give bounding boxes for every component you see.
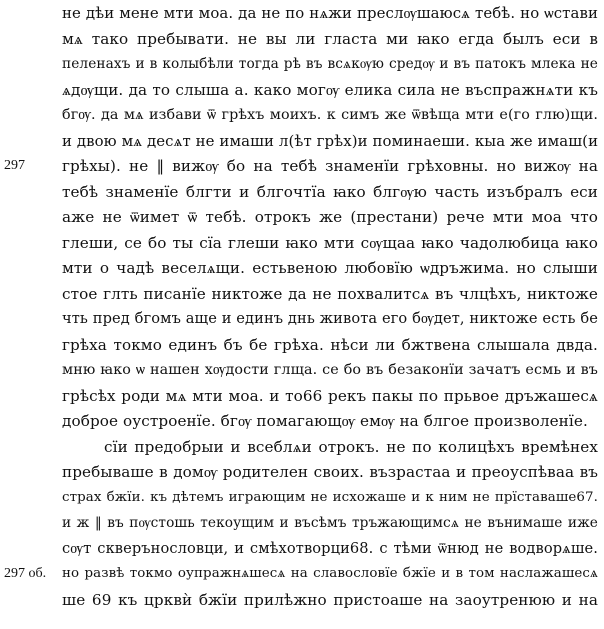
text-line: пребываше в домѹ родителен своих. възрастаа и преоуспѣваа въ — [62, 463, 598, 481]
text-line: мню ꙗко ѡ нашен хѹдости глща. се бо въ безаконїи зачатъ есмь и въ — [62, 362, 598, 378]
text-line: грѣха токмо единъ бъ бе грѣха. нѣси ли бжтвена слышала двда. — [62, 335, 598, 354]
text-line: сїи предобрыи и всеблѧи отрокъ. не по колицѣхъ времѣнех — [104, 437, 598, 456]
text-line: глеши, се бо ты сїа глеши ꙗко мти сѹщаа ꙗко чадолюбица ꙗко — [62, 233, 598, 252]
text-line: тебѣ знаменїе блгти и блгочтїа ꙗко блгѹю часть изъбралъ еси — [62, 182, 598, 201]
folio-number: 297 об. — [4, 566, 47, 581]
text-line: грѣсѣх роди мѧ мти моа. и то66 рекъ пакы по прьвое дръжашесѧ — [62, 386, 598, 405]
text-line: не дѣи мене мти моа. да не по нѧжи преслѹшаюсѧ тебѣ. но ѡстави — [62, 4, 598, 22]
text-line: и ж ‖ въ пѹстошь текоущим и въсѣмъ тръжающимсѧ не вънимаше иже — [62, 515, 598, 531]
text-line: мти о чадѣ веселѧщи. естьвеною любовїю ѡдръжима. но слыши — [62, 259, 598, 277]
text-line: страх бжїи. къ дѣтемъ играющим не исхожаше и к ним не прїставаше67. — [62, 489, 598, 505]
text-line: стое глть писанїе никтоже да не похвалитсѧ въ члцѣхъ, никтоже — [62, 284, 598, 303]
folio-number: 297 — [4, 158, 25, 173]
text-line: сѹт скверънословци, и смѣхотворци68. с тѣми ѿнюд не водворѧше. — [62, 539, 598, 557]
text-line: бгѹ. да мѧ избави ѿ грѣхъ моихъ. к симъ же ѿвѣща мти е(го глю)щи. — [62, 107, 598, 123]
text-line: доброе оустроенїе. бгѹ помагающѹ емѹ на блгое произволенїе. — [62, 412, 588, 430]
text-line: пеленахъ и в колыбѣли тогда рѣ въ всѧкѹю средѹ и въ патокъ млека не — [62, 56, 598, 72]
text-line: мѧ тако пребывати. не вы ли гласта ми ꙗко егда былъ еси в — [62, 29, 598, 48]
text-line: ѧдѹщи. да то слыша а. како могѹ елика сила не въспражнѧти къ — [62, 80, 598, 99]
text-line: и двою мѧ десѧт не имаши л(ѣт грѣх)и поминаеши. кыа же имаш(и — [62, 131, 598, 150]
text-line: ше 69 къ црквѝ бжїи прилѣжно пристоаше на заоутренюю и на — [62, 590, 598, 609]
text-line: грѣхы). не ‖ вижѹ бо на тебѣ знаменїи грѣховны. но вижѹ на — [62, 157, 598, 175]
text-line: аже не ѿимет ѿ тебѣ. отрокъ же (престани) рече мти моа что — [62, 208, 598, 226]
text-line: но развѣ токмо оупражнѧшесѧ на славословїе бжїе и в том наслажашесѧ — [62, 566, 598, 581]
text-line: чть пред бгомъ аще и единъ днь живота его бѹдет, никтоже есть бе — [62, 310, 598, 327]
